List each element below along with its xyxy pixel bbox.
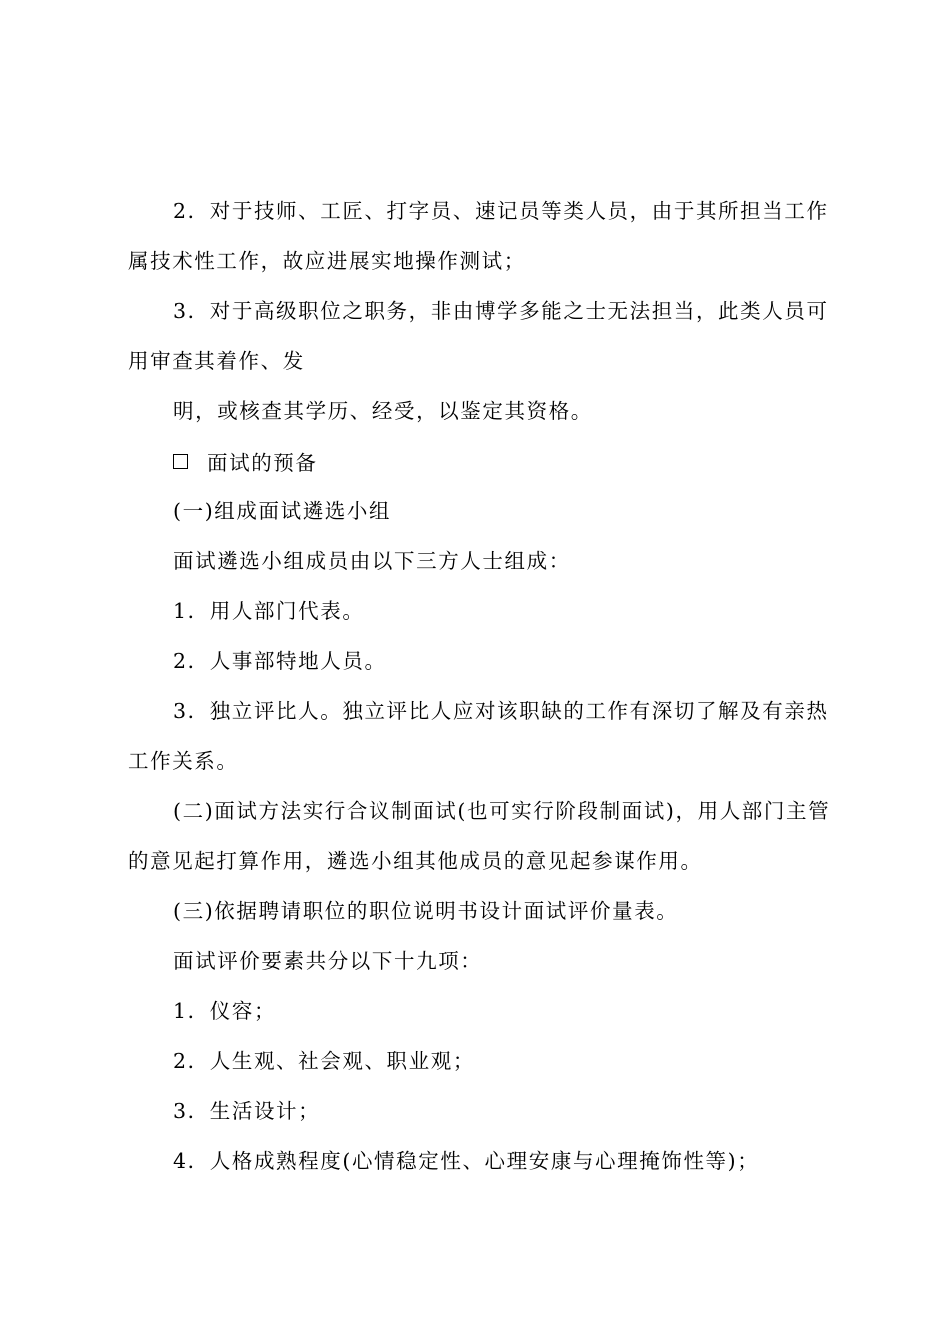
list-item-hr-staff: 2．人事部特地人员。 bbox=[173, 649, 387, 673]
list-item-personality-maturity: 4．人格成熟程度(心情稳定性、心理安康与心理掩饰性等)； bbox=[173, 1149, 760, 1173]
paragraph-interview-method: (二)面试方法实行合议制面试(也可实行阶段制面试)，用人部门主管的意见起打算作用，遴选小组其他成员的意见起参谋作用。 bbox=[128, 799, 831, 873]
list-item-life-planning: 3．生活设计； bbox=[173, 1099, 321, 1123]
section-heading-text: 面试的预备 bbox=[207, 451, 318, 475]
paragraph-panel-members: 面试遴选小组成员由以下三方人士组成： bbox=[173, 549, 571, 573]
document-body bbox=[128, 186, 833, 1186]
list-item-independent-evaluator: 3．独立评比人。独立评比人应对该职缺的工作有深切了解及有亲热工作关系。 bbox=[128, 699, 829, 773]
section-heading-interview-prep bbox=[128, 436, 833, 486]
paragraph-evaluation-factors: 面试评价要素共分以下十九项： bbox=[173, 949, 483, 973]
list-item-department-rep: 1．用人部门代表。 bbox=[173, 599, 365, 623]
paragraph-senior-position-review: 3．对于高级职位之职务，非由博学多能之士无法担当，此类人员可用审查其着作、发 bbox=[128, 299, 829, 373]
checkbox-icon bbox=[173, 454, 188, 469]
list-item-outlook: 2．人生观、社会观、职业观； bbox=[173, 1049, 475, 1073]
paragraph-evaluation-form: (三)依据聘请职位的职位说明书设计面试评价量表。 bbox=[173, 899, 679, 923]
paragraph-technician-testing: 2．对于技师、工匠、打字员、速记员等类人员，由于其所担当工作属技术性工作，故应进展实地操作测试； bbox=[128, 199, 829, 273]
paragraph-qualification-check: 明，或核查其学历、经受，以鉴定其资格。 bbox=[173, 399, 593, 423]
list-item-appearance: 1．仪容； bbox=[173, 999, 277, 1023]
paragraph-panel-formation: (一)组成面试遴选小组 bbox=[173, 499, 392, 523]
